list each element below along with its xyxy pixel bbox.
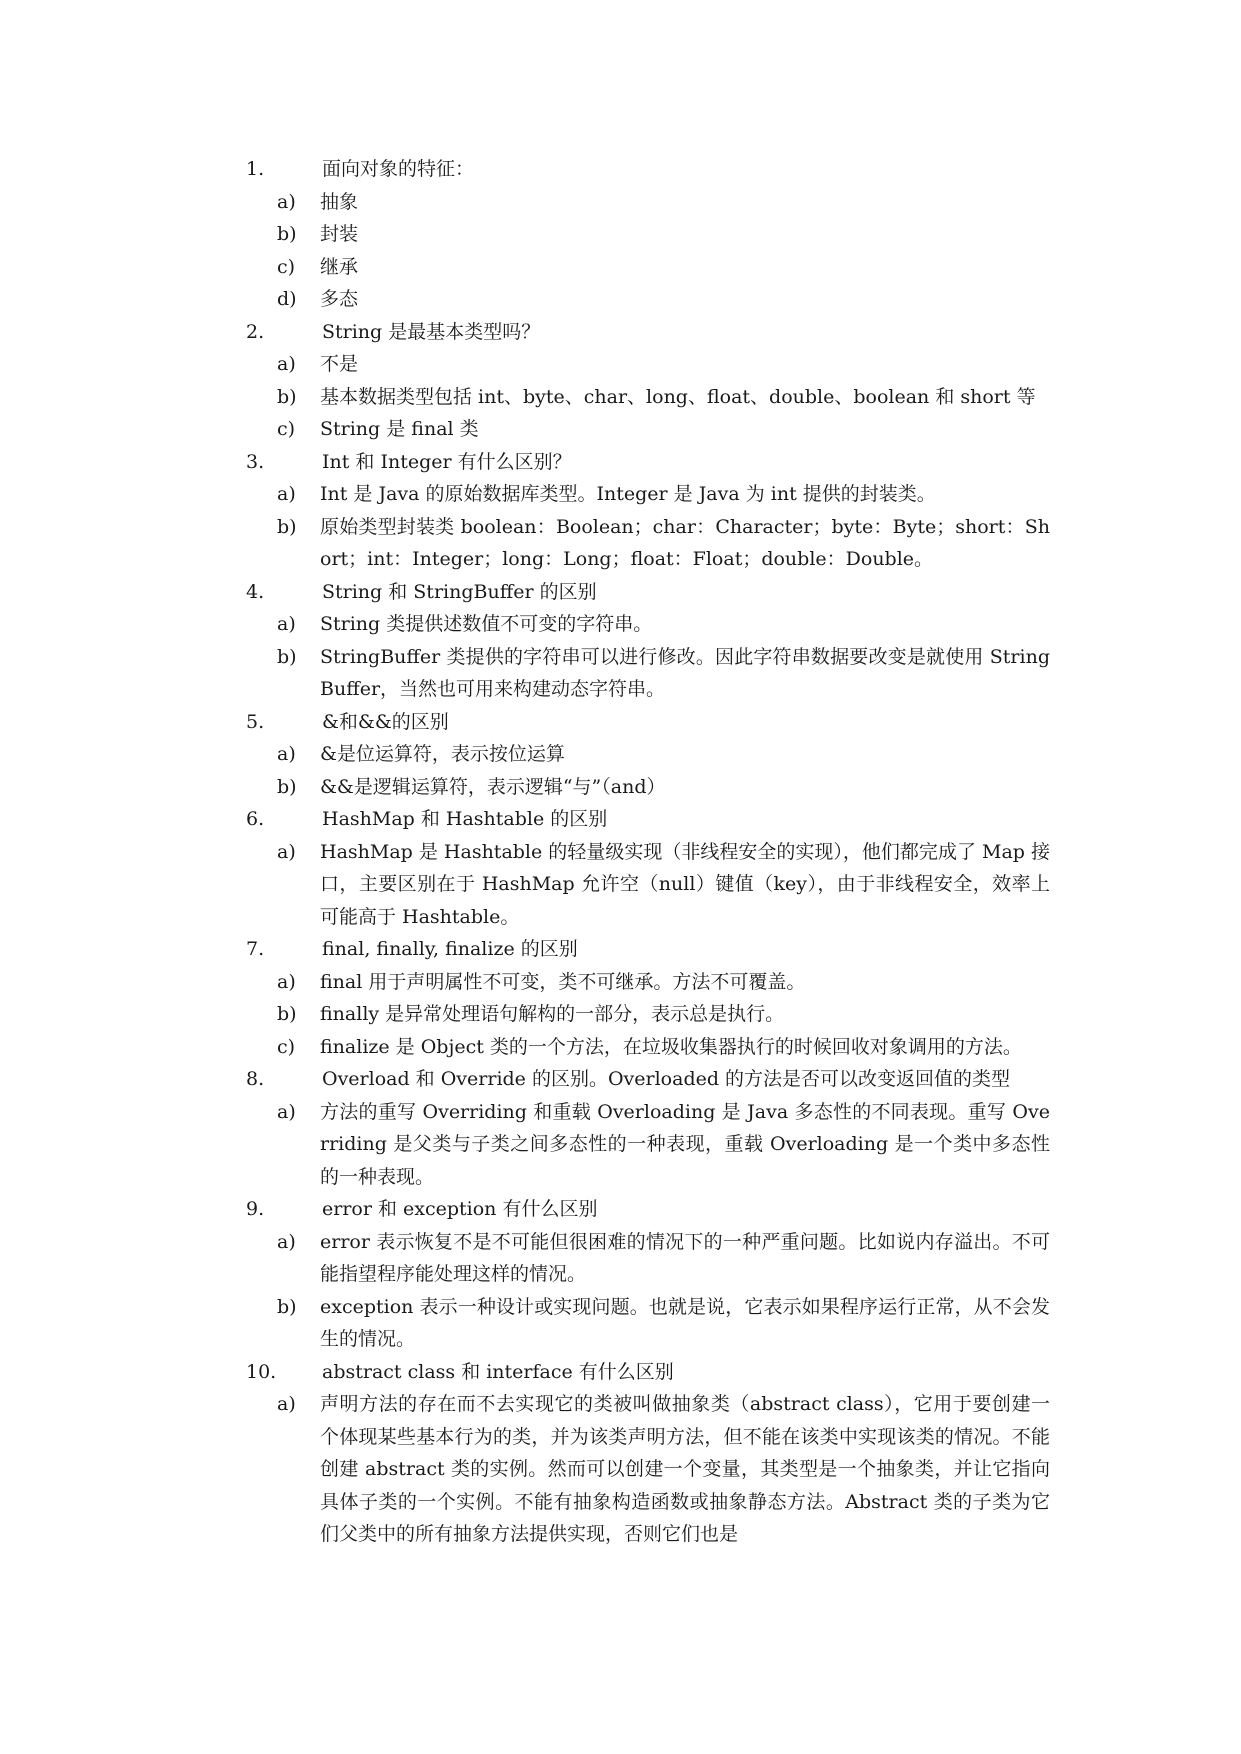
question-text: Overload 和 Override 的区别。Overloaded 的方法是否可以改变返回值的类型 <box>322 1068 1011 1090</box>
answer-label: a) <box>277 970 296 993</box>
answer-text: final 用于声明属性不可变，类不可继承。方法不可覆盖。 <box>320 970 806 993</box>
question-5 <box>0 706 1241 739</box>
answer-text: finalize 是 Object 类的一个方法，在垃圾收集器执行的时候回收对象调用的方法。 <box>320 1035 1022 1058</box>
answer-text: finally 是异常处理语句解构的一部分，表示总是执行。 <box>320 1003 785 1025</box>
answer-text: HashMap 是 Hashtable 的轻量级实现（非线程安全的实现），他们都完成了 Map 接口，主要区别在于 HashMap 允许空（null）键值（key），由于非线程安全，效率上可能高于 Hashtable。 <box>320 840 1050 928</box>
question-1 <box>0 153 1241 186</box>
answer-label: b) <box>277 515 297 538</box>
answer-item <box>0 836 1241 934</box>
answer-item <box>0 381 1241 414</box>
question-number: 9. <box>246 1198 265 1220</box>
answer-item <box>0 966 1241 999</box>
question-number: 7. <box>246 938 265 960</box>
answer-label: a) <box>277 1393 296 1415</box>
answer-label: a) <box>277 1100 296 1123</box>
question-4 <box>0 576 1241 609</box>
answer-item <box>0 348 1241 381</box>
answer-text: 封装 <box>320 223 359 245</box>
question-3 <box>0 446 1241 479</box>
answer-label: b) <box>277 385 297 408</box>
question-number: 1. <box>246 158 265 180</box>
answer-item <box>0 1096 1241 1194</box>
answer-label: a) <box>277 743 296 765</box>
answer-item <box>0 1388 1241 1551</box>
answer-text: exception 表示一种设计或实现问题。也就是说，它表示如果程序运行正常，从不会发生的情况。 <box>320 1295 1050 1350</box>
answer-label: b) <box>277 1295 297 1318</box>
answer-item <box>0 478 1241 511</box>
answer-text: 多态 <box>320 288 359 310</box>
question-text: HashMap 和 Hashtable 的区别 <box>322 808 608 830</box>
answer-item <box>0 608 1241 641</box>
answer-item <box>0 251 1241 284</box>
answer-label: c) <box>277 418 296 440</box>
answer-label: a) <box>277 613 296 635</box>
answer-text: 不是 <box>320 353 359 375</box>
question-2 <box>0 316 1241 349</box>
answer-item <box>0 413 1241 446</box>
question-number: 4. <box>246 580 265 603</box>
answer-text: &是位运算符，表示按位运算 <box>320 743 565 765</box>
answer-text: 基本数据类型包括 int、byte、char、long、float、double、boolean 和 short 等 <box>320 385 1036 408</box>
answer-text: StringBuffer 类提供的字符串可以进行修改。因此字符串数据要改变是就使用 StringBuffer，当然也可用来构建动态字符串。 <box>320 645 1050 700</box>
answer-item <box>0 1291 1241 1356</box>
answer-text: 抽象 <box>320 190 359 213</box>
answer-text: 继承 <box>320 255 359 278</box>
answer-item <box>0 998 1241 1031</box>
question-text: final, finally, finalize 的区别 <box>322 938 578 960</box>
answer-label: c) <box>277 1035 296 1058</box>
answer-item <box>0 283 1241 316</box>
answer-item <box>0 1031 1241 1064</box>
answer-label: c) <box>277 255 296 278</box>
answer-item <box>0 1226 1241 1291</box>
answer-label: a) <box>277 483 296 505</box>
answer-label: a) <box>277 190 296 213</box>
question-number: 5. <box>246 710 265 733</box>
answer-label: a) <box>277 353 296 375</box>
question-text: Int 和 Integer 有什么区别？ <box>322 450 572 473</box>
answer-label: a) <box>277 1230 296 1253</box>
answer-label: b) <box>277 645 297 668</box>
answer-item <box>0 186 1241 219</box>
answer-text: String 类提供述数值不可变的字符串。 <box>320 613 653 635</box>
answer-label: b) <box>277 775 297 798</box>
answer-label: b) <box>277 223 297 245</box>
question-7 <box>0 933 1241 966</box>
question-text: error 和 exception 有什么区别 <box>322 1198 598 1220</box>
answer-label: d) <box>277 288 297 310</box>
answer-text: Int 是 Java 的原始数据库类型。Integer 是 Java 为 int 提供的封装类。 <box>320 483 936 505</box>
question-number: 2. <box>246 320 265 343</box>
question-text: String 是最基本类型吗？ <box>322 320 541 343</box>
answer-text: error 表示恢复不是不可能但很困难的情况下的一种严重问题。比如说内存溢出。不可能指望程序能处理这样的情况。 <box>320 1230 1050 1285</box>
answer-item <box>0 511 1241 576</box>
question-text: String 和 StringBuffer 的区别 <box>322 580 597 603</box>
answer-label: a) <box>277 840 296 863</box>
question-6 <box>0 803 1241 836</box>
answer-item <box>0 641 1241 706</box>
answer-text: &&是逻辑运算符，表示逻辑“与”（and） <box>320 775 666 798</box>
answer-item <box>0 771 1241 804</box>
question-number: 3. <box>246 450 265 473</box>
question-number: 10. <box>246 1360 277 1383</box>
answer-label: b) <box>277 1003 297 1025</box>
question-10 <box>0 1356 1241 1389</box>
answer-text: 声明方法的存在而不去实现它的类被叫做抽象类（abstract class），它用于要创建一个体现某些基本行为的类，并为该类声明方法，但不能在该类中实现该类的情况。不能创建 abstract 类的实例。然而可以创建一个变量，其类型是一个抽象类，并让它指向具体子类的一个实例。不能有抽象构造函数或抽象静态方法。Abstract 类的子类为它们父类中的所有抽象方法提供实现，否则它们也是 <box>320 1393 1050 1545</box>
answer-text: 原始类型封装类 boolean：Boolean；char：Character；byte：Byte；short：Short；int：Integer；long：Long；float：Float；double：Double。 <box>320 515 1050 570</box>
question-number: 8. <box>246 1068 265 1090</box>
question-text: 面向对象的特征： <box>322 158 475 180</box>
question-8 <box>0 1063 1241 1096</box>
answer-text: String 是 final 类 <box>320 418 479 440</box>
question-text: abstract class 和 interface 有什么区别 <box>322 1360 674 1383</box>
answer-text: 方法的重写 Overriding 和重载 Overloading 是 Java 多态性的不同表现。重写 Overriding 是父类与子类之间多态性的一种表现，重载 Overloading 是一个类中多态性的一种表现。 <box>320 1100 1050 1188</box>
question-text: &和&&的区别 <box>322 710 449 733</box>
question-number: 6. <box>246 808 265 830</box>
question-9 <box>0 1193 1241 1226</box>
answer-item <box>0 218 1241 251</box>
answer-item <box>0 738 1241 771</box>
